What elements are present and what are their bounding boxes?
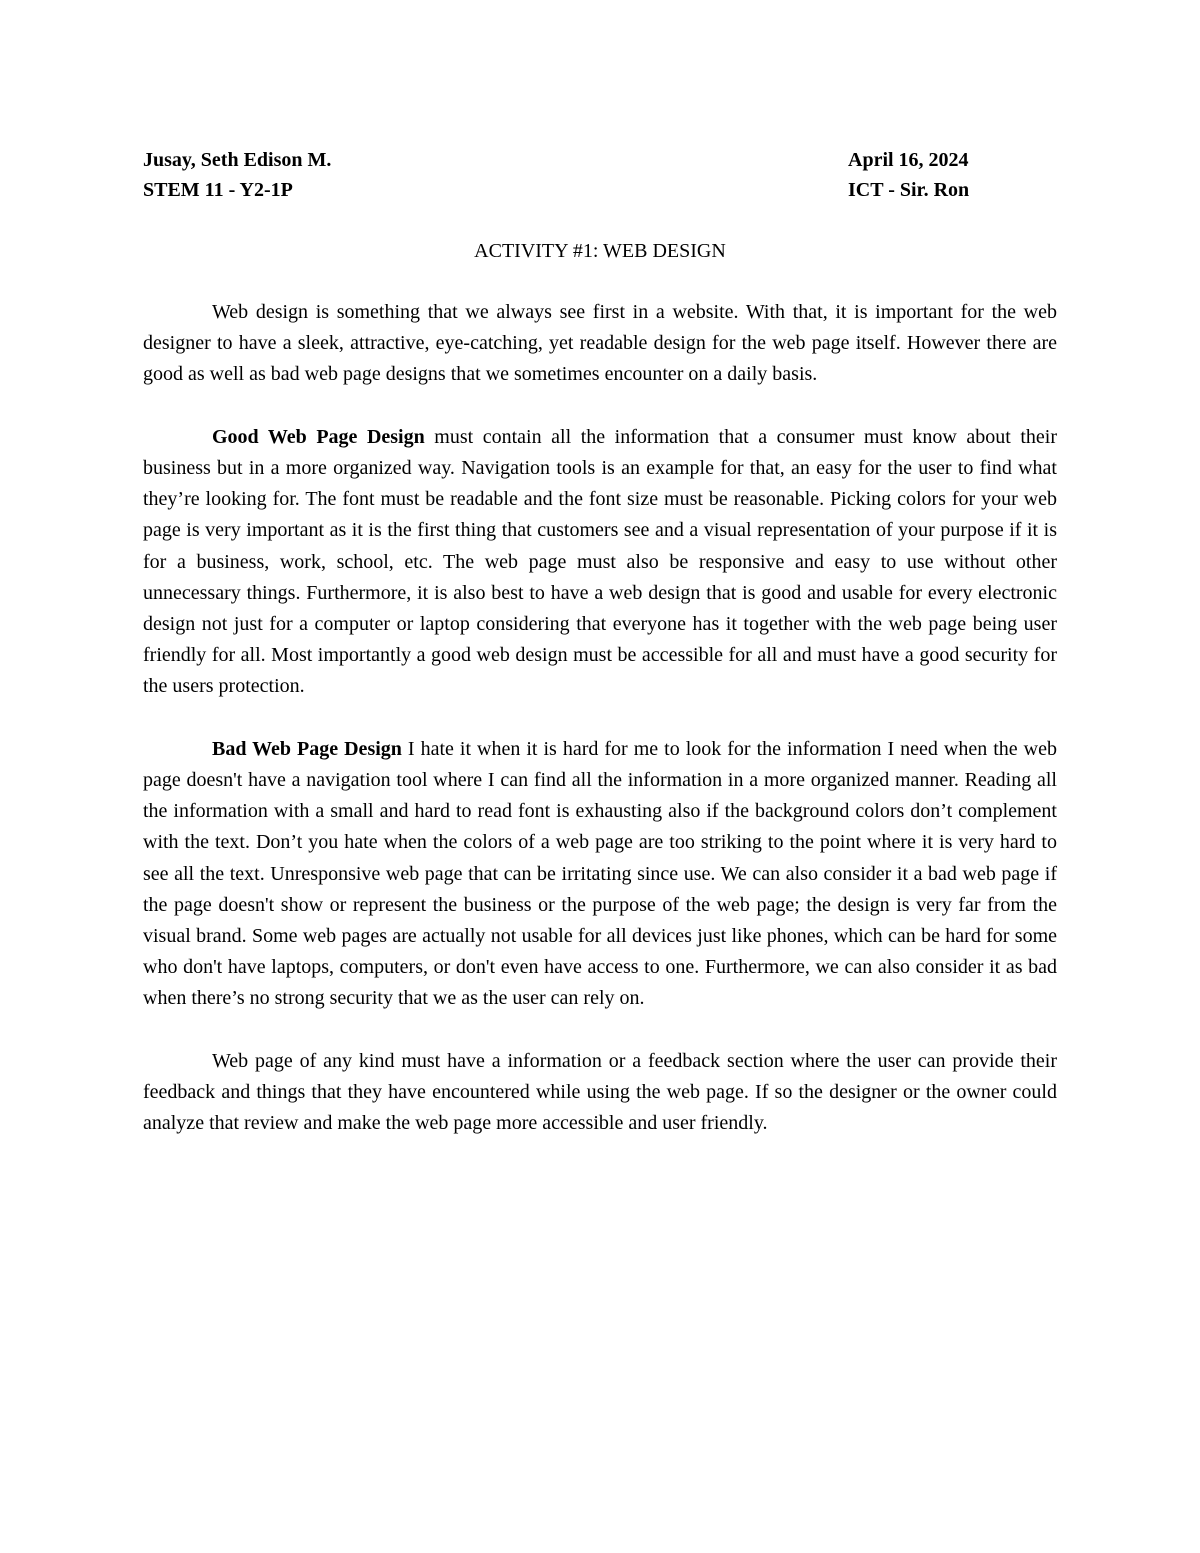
bad-design-paragraph — [143, 734, 1057, 1015]
intro-paragraph: Web design is something that we always see first in a website. With that, it is important for the web designer to have a sleek, attractive, eye-catching, yet readable design for the web page itself. However there are good as well as bad web page designs that we sometimes encounter on a daily basis. — [143, 301, 1057, 386]
bad-design-heading: Bad Web Page Design — [212, 737, 402, 760]
document-header — [143, 145, 991, 205]
student-name: Jusay, Seth Edison M. — [143, 149, 332, 171]
good-design-text: must contain all the information that a consumer must know about their business but in a more organized way. Navigation tools is an example for that, an easy for the user to find what they’re looking for. The font must be readable and the font size must be reasonable. Picking colors for your web page is very important as it is the first thing that customers see and a visual representation of your purpose if it is for a business, work, school, etc. The web page must also be responsive and easy to use without other unnecessary things. Furthermore, it is also best to have a web design that is good and usable for every electronic design not just for a computer or laptop considering that everyone has it together with the web page being user friendly for all. Most importantly a good web design must be accessible for all and must have a good security for the users protection. — [143, 425, 1058, 698]
subject-teacher: ICT - Sir. Ron — [848, 179, 970, 201]
header-row-1 — [143, 145, 991, 175]
document-body — [143, 297, 1057, 1171]
student-section: STEM 11 - Y2-1P — [143, 179, 293, 201]
bad-design-text: I hate it when it is hard for me to look for the information I need when the web page doesn't have a navigation tool where I can find all the information in a more organized manner. Reading all the information with a small and hard to read font is exhausting also if the background colors don’t complement with the text. Don’t you hate when the colors of a web page are too striking to the point where it is very hard to see all the text. Unresponsive web page that can be irritating since use. We can also consider it a bad web page if the page doesn't show or represent the business or the purpose of the web page; the design is very far from the visual brand. Some web pages are actually not usable for all devices just like phones, which can be hard for some who don't have laptops, computers, or don't even have access to one. Furthermore, we can also consider it as bad when there’s no strong security that we as the user can rely on. — [143, 737, 1057, 1010]
good-design-paragraph — [143, 422, 1057, 703]
header-row-2 — [143, 175, 991, 205]
good-design-heading: Good Web Page Design — [212, 425, 425, 448]
document-title: ACTIVITY #1: WEB DESIGN — [474, 240, 726, 262]
submission-date: April 16, 2024 — [848, 149, 969, 171]
conclusion-paragraph: Web page of any kind must have a information or a feedback section where the user can provide their feedback and things that they have encountered while using the web page. If so the designer or the owner could analyze that review and make the web page more accessible and user friendly. — [143, 1049, 1057, 1135]
